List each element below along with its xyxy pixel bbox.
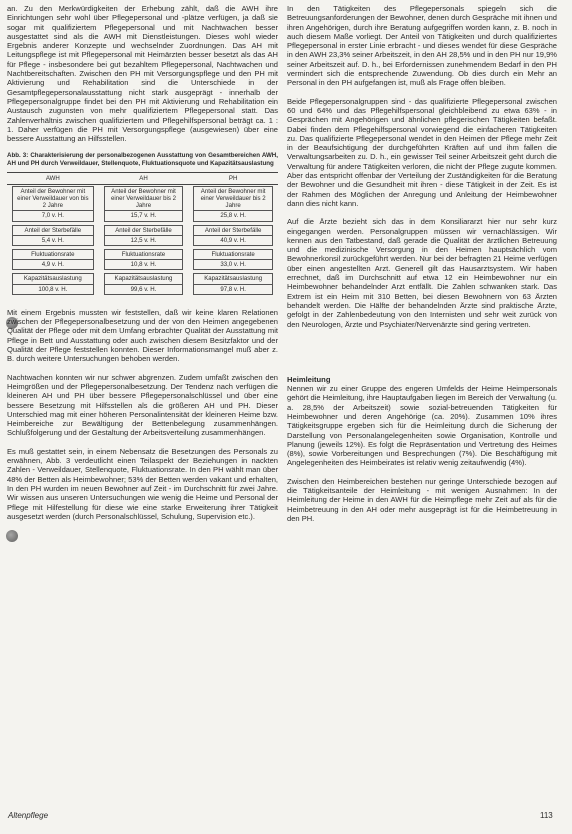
paragraph: Nennen wir zu einer Gruppe des engeren Umfelds der Heime Heimpersonals gehört die Heimleitung, ihre Hauptaufgaben liegen im Bereich der Verwaltung (u. a. 28,5% der Arbeitszeit) sowie sozial-betreuenden Tätigkeiten für Heimbewohner und deren Angehörige (ca. 20%). Zusammen 10% ihres Tätigkeitsgruppe ergeben sich für die Heimleitung durch die Sicherung der Darstellung von Personalangelegenheiten sowie Organisation, Kontrolle und Planung (jeweils 12%). Es folgt die Repräsentation und Vertretung des Heimes (8%), sowie Vorbereitungen und Besprechungen (7%). Die Beschäftigung mit Angelegenheiten des Heimbeirates ist relativ wenig zeitaufwendig (4%). — [287, 384, 557, 468]
figure-row — [7, 184, 278, 223]
page-number: 113 — [540, 811, 553, 820]
metric-label: Fluktuationsrate — [12, 249, 94, 260]
metric-value: 40,9 v. H. — [193, 236, 273, 246]
column-header-ah: AH — [99, 172, 189, 184]
left-column — [7, 4, 278, 521]
metric-value: 4,9 v. H. — [12, 260, 94, 270]
figure-row — [7, 272, 278, 296]
metric-label: Kapazitätsauslastung — [12, 273, 94, 284]
paragraph: an. Zu den Merkwürdigkeiten der Erhebung zählt, daß die AWH ihre Einrichtungen sehr wohl über Pflegepersonal und -plätze verfügen, ja daß sie sogar mit qualifiziertem Pflegepersonal und mit Nachtwachen besser ausgestattet sind als die AWH mit Dienstleistungen. Dieses wohl wieder Ergebnis anderer Konzepte und wechselnder Zuordnungen. Das AH mit Leitungspflege ist mit Pflegepersonal mit Heimärzten besser besetzt als das AH für Pflege - insbesondere bei gut bezahltem Pflegepersonal, Nachtwachen und Nachtbereitschaften. Zwischen den PH mit Versorgungspflege und den PH mit Aktivierung und Rehabilitation sind die Unterschiede in der Gesamtpflegepersonalausstattung nicht stark ausgeprägt - innerhalb der Pflegepersonalgruppe findet bei den PH mit Aktivierung und Rehabilitation ein Austausch zugunsten von mehr qualifiziertem Pflegepersonal statt. Das Zahlenverhältnis zwischen qualifiziertem und Pflegehilfspersonal beträgt ca. 1 : 1. Daher verfügen die PH mit Versorgungspflege (ausgewiesen) über eine bessere Ausstattung an Hilfsstellen. — [7, 4, 278, 144]
metric-value: 25,8 v. H. — [193, 211, 273, 221]
paragraph: Zwischen den Heimbereichen bestehen nur geringe Unterschiede bezogen auf die Tätigkeitsanteile der Heimleitung - mit wenigen Ausnahmen: In der Heimleitung der Heime in den AWH für die Heimpflege mehr Zeit auf als für die Heimbetreuung in den AH oder mehr ausgeprägt ist für die Heimbetreuung in den PH. — [287, 476, 557, 523]
paragraph: Nachtwachen konnten wir nur schwer abgrenzen. Zudem umfaßt zwischen den Heimgrößen und der Pflegepersonalbesetzung. Der Tendenz nach verfügen die kleineren AH und PH über bessere Pflegepersonalschlüssel und über eine bessere Besetzung mit Hilfsstellen als die größeren AH und PH. Dieser Unterschied mag mit einer höheren Personalintensität der kleineren Heime bzw. Heimbereiche zur Bewältigung der Bettenbelegung zusammenhängen. Schlußfolgerung und der Gestaltung der Arbeitsverteilung zusammenhängen. — [7, 372, 278, 438]
paragraph: Es muß gestattet sein, in einem Nebensatz die Besetzungen des Personals zu erwähnen, Abb. 3 verdeutlicht einen Teilaspekt der Beziehungen in nackten Zahlen - Verweildauer, Stellenquote, Fluktuationsrate. In den PH wählt man über 48% der Betten als Heimbewohner; 53% der Betten werden vakant und erhalten, In den PH wurden im neuen Bewohner auf Zeit - im Durchschnitt für zwei Jahre. Wir wissen aus unseren Untersuchungen wie wenig die Heime und Personal der Pflege mit Hilfestellung für diese wie eine starke Erweiterung ihrer Tätigkeit ausgesetzt werden (durch Personalschlüssel, Schulung, Supervision etc.). — [7, 446, 278, 521]
metric-value: 5,4 v. H. — [12, 236, 94, 246]
metric-label: Anteil der Sterbefälle — [104, 225, 184, 236]
right-column — [287, 4, 557, 523]
paragraph: Beide Pflegepersonalgruppen sind - das qualifizierte Pflegepersonal zwischen 60 und 64% und das Pflegehilfspersonal gleichbleibend zu etwa 63% - in Gesprächen mit Angehörigen und ähnlichen pflegerischen Tätigkeiten befaßt. Dabei finden dem Pflegehilfspersonal vorwiegend die einfacheren Tätigkeiten zu. Das qualifizierte Pflegepersonal wendet in den Heimen der Pflege mehr Zeit in der Beaufsichtigung der durchgeführten Kräften auf und ihm fallen die Verwaltungsarbeiten zu. D. h., ein gewisser Teil seiner Arbeitszeit geht durch die Verwaltung für andere Tätigkeiten verloren, die nicht der Pflege zugute kommen. Aber das entspricht offenbar der Verteilung der Zuständigkeiten für die Beratung der Bewohner und die Gesundheit mit ihren - diese Tätigkeit in der Zeit. Es ist der Rahmen des Möglichen der Anregung und Anleitung der Heimbewohner dann dies nicht kann. — [287, 96, 557, 208]
metric-label: Anteil der Bewohner mit einer Verweildauer von bis 2 Jahre — [12, 186, 94, 212]
metric-label: Anteil der Bewohner mit einer Verweildauer bis 2 Jahre — [193, 186, 273, 212]
metric-label: Anteil der Sterbefälle — [193, 225, 273, 236]
punch-hole-mark — [6, 530, 18, 542]
metric-value: 33,0 v. H. — [193, 260, 273, 270]
metric-label: Anteil der Bewohner mit einer Verweildauer bis 2 Jahre — [104, 186, 184, 212]
metric-value: 15,7 v. H. — [104, 211, 184, 221]
metric-value: 10,8 v. H. — [104, 260, 184, 270]
figure-row — [7, 248, 278, 272]
metric-value: 100,8 v. H. — [12, 285, 94, 295]
metric-value: 12,5 v. H. — [104, 236, 184, 246]
paragraph: In den Tätigkeiten des Pflegepersonals spiegeln sich die Betreuungsanforderungen der Bewohner, denen durch Gespräche mit ihnen und ihren Angehörigen, durch ihre Beratung aufgegriffen worden kann, z. B. noch in auch diesem Maße vorliegt. Der Anteil von Tätigkeiten und durch qualifiziertes Pflegepersonal in erster Linie erbracht - und dieses wendet für diese Gespräche in den AWH 23,3% seiner Arbeitszeit, in den AH 28,5% und in den PH nur 19,9% seiner Arbeitszeit auf. D. h., bei Erfordernissen zunehmendem Bedarf in den PH vermindert sich die entsprechende Zuwendung. Ob dies durch ein Mehr an Personal in den PH aufgefangen ist, muß als Frage offen bleiben. — [287, 4, 557, 88]
metric-label: Fluktuationsrate — [104, 249, 184, 260]
metric-value: 97,8 v. H. — [193, 285, 273, 295]
figure-table — [7, 172, 278, 297]
figure-caption: Abb. 3: Charakterisierung der personalbezogenen Ausstattung von Gesamtbereichen AWH, AH und PH durch Verweildauer, Stellenquote, Fluktuationsquote und Kapazitätsauslastung — [7, 152, 278, 168]
footer-journal-name: Altenpflege — [8, 811, 49, 820]
column-header-awh: AWH — [7, 172, 99, 184]
metric-value: 99,6 v. H. — [104, 285, 184, 295]
metric-value: 7,0 v. H. — [12, 211, 94, 221]
metric-label: Kapazitätsauslastung — [104, 273, 184, 284]
section-heading: Heimleitung — [287, 374, 331, 384]
metric-label: Anteil der Sterbefälle — [12, 225, 94, 236]
metric-label: Kapazitätsauslastung — [193, 273, 273, 284]
column-header-ph: PH — [188, 172, 278, 184]
paragraph: Auf die Ärzte bezieht sich das in dem Konsiliararzt hier nur sehr kurz eingegangen werden. Personalgruppen müssen wir vernachlässigen. Wir kennen aus den Tatbestand, daß gerade die Qualität der ärztlichen Betreuung und die medizinische Versorgung in den Heimen hauptsächlich vom Bewohnerkonsil zurückgeführt werden. Nur bei der befragten 21 Heime verfügen über einen angestellten Arzt. Generell gilt das Hausarztsystem. Wir haben errechnet, daß im Durchschnitt auf etwa 12 ein Heimbewohner nur ein Heimbewohner behandelnder Arzt entfällt. Die Zahlen schwanken stark. Das Extrem ist ein Heim mit 310 Betten, bei diesen Bewohnern von 63 Ärzten behandelt werden. Die Hälfte der behandelnden Ärzte sind praktische Ärzte, gefolgt in der Zahlenbedeutung von den Internisten und sehr weit zurück von den Neurologen, Ärzte und Psychiater/Nervenärzte sind gering vertreten. — [287, 217, 557, 329]
paragraph: Mit einem Ergebnis mussten wir feststellen, daß wir keine klaren Relationen zwischen der Pflegepersonalbesetzung und der von den Heimen angegebenen Qualität der Pflege oder mit dem Umfang erbrachter Qualität der Ausstattung mit Pflege in Bett und Ausstattung oder auch zwischen diesem Besitzfaktor und der Qualität der Pflege feststellen konnten. Dieser Informationsmangel muß aber z. B. durch weitere Untersuchungen behoben werden. — [7, 307, 278, 364]
figure-row — [7, 224, 278, 248]
metric-label: Fluktuationsrate — [193, 249, 273, 260]
